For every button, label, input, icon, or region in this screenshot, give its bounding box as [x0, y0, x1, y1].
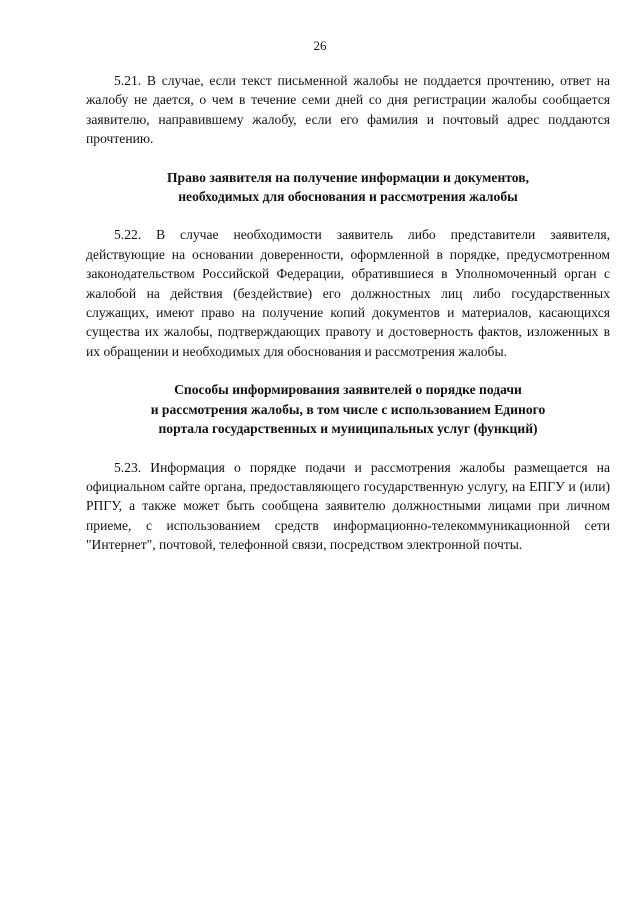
- document-body: [86, 71, 610, 555]
- page-number: 26: [313, 38, 327, 53]
- heading-line: необходимых для обоснования и рассмотрения жалобы: [178, 189, 518, 205]
- heading-line: Право заявителя на получение информации и документов,: [166, 169, 529, 185]
- section-heading-right-to-information: [86, 168, 610, 207]
- paragraph-5-22: 5.22. В случае необходимости заявитель либо представители заявителя, действующие на основании доверенности, оформленной в порядке, предусмотренном законодательством Российской Федерации, обратившиеся в Уполномоченный орган с жалобой на действия (бездействие) его должностных лиц либо государственных служащих, имеют право на получение копий документов и материалов, касающихся существа их жалобы, подтверждающих правоту и достоверность фактов, изложенных в их обращении и необходимых для обоснования и рассмотрения жалобы.: [86, 227, 610, 359]
- section-heading-informing-methods: [86, 380, 610, 438]
- paragraph-5-21: 5.21. В случае, если текст письменной жалобы не поддается прочтению, ответ на жалобу не дается, о чем в течение семи дней со дня регистрации жалобы сообщается заявителю, направившему жалобу, если его фамилия и почтовый адрес поддаются прочтению.: [86, 73, 610, 147]
- paragraph-5-23: 5.23. Информация о порядке подачи и рассмотрения жалобы размещается на официальном сайте органа, предоставляющего государственную услугу, на ЕПГУ и (или) РПГУ, а также может быть сообщена заявителю должностными лицами при личном приеме, с использованием средств информационно-телекоммуникационной сети "Интернет", почтовой, телефонной связи, посредством электронной почты.: [86, 459, 610, 553]
- heading-line: Способы информирования заявителей о порядке подачи: [174, 382, 522, 398]
- heading-line: портала государственных и муниципальных услуг (функций): [158, 421, 538, 437]
- heading-line: и рассмотрения жалобы, в том числе с использованием Единого: [150, 401, 546, 417]
